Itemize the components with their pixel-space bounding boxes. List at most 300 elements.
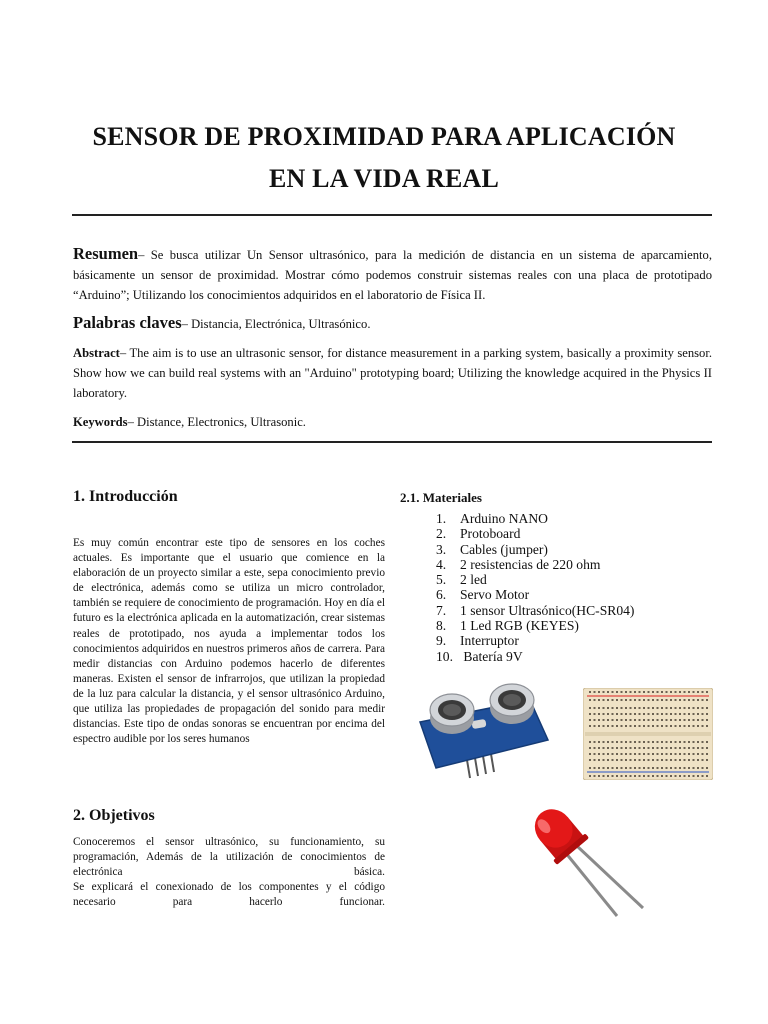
breadboard-hole [679,699,681,701]
breadboard-hole [603,775,605,777]
breadboard-hole [675,759,677,761]
breadboard-hole [607,725,609,727]
breadboard-hole [594,707,596,709]
breadboard-hole [652,767,654,769]
breadboard-hole [684,699,686,701]
breadboard-hole [607,759,609,761]
breadboard-hole [670,747,672,749]
breadboard-hole [679,747,681,749]
breadboard-hole [630,719,632,721]
breadboard-hole [652,741,654,743]
breadboard-hole [661,775,663,777]
breadboard-hole [706,707,708,709]
breadboard-hole [607,699,609,701]
breadboard-hole [643,719,645,721]
item-text: Protoboard [460,526,521,542]
paper-title [40,116,728,200]
abstract-label: Abstract [73,346,120,360]
breadboard-hole [679,713,681,715]
item-number: 4. [436,556,447,572]
breadboard-hole [666,719,668,721]
breadboard-hole [666,699,668,701]
breadboard-hole [657,753,659,755]
item-number: 5. [436,572,447,588]
breadboard-hole [661,719,663,721]
breadboard-hole [693,691,695,693]
breadboard-hole [675,725,677,727]
breadboard-hole [688,741,690,743]
breadboard-hole [612,699,614,701]
breadboard-hole [594,767,596,769]
breadboard-hole [634,767,636,769]
breadboard-hole [634,741,636,743]
breadboard-hole [702,699,704,701]
breadboard-hole [679,707,681,709]
breadboard-hole [630,753,632,755]
breadboard-hole [625,753,627,755]
breadboard-hole [670,767,672,769]
breadboard-hole [648,747,650,749]
breadboard-hole [661,753,663,755]
materiales-list [436,511,634,664]
breadboard-hole [630,691,632,693]
breadboard-photo [583,688,713,780]
breadboard-hole [603,719,605,721]
breadboard-hole [639,767,641,769]
breadboard-hole [621,775,623,777]
breadboard-hole [652,753,654,755]
breadboard-hole [625,691,627,693]
breadboard-hole [616,767,618,769]
breadboard-hole [598,747,600,749]
breadboard-hole [607,767,609,769]
breadboard-hole [639,759,641,761]
breadboard-hole [598,775,600,777]
breadboard-hole [675,767,677,769]
breadboard-hole [652,707,654,709]
breadboard-hole [594,725,596,727]
breadboard-hole [634,713,636,715]
item-number: 8. [436,618,447,634]
breadboard-hole [657,767,659,769]
resumen-label: Resumen [73,244,139,263]
breadboard-hole [675,699,677,701]
breadboard-hole [697,691,699,693]
breadboard-hole [670,707,672,709]
breadboard-hole [594,775,596,777]
breadboard-hole [693,747,695,749]
breadboard-hole [661,759,663,761]
breadboard-hole [693,699,695,701]
breadboard-hole [630,747,632,749]
breadboard-hole [621,691,623,693]
breadboard-hole [612,719,614,721]
breadboard-hole [702,741,704,743]
breadboard-hole [612,767,614,769]
breadboard-hole [693,707,695,709]
breadboard-hole [598,725,600,727]
breadboard-hole [643,713,645,715]
breadboard-hole [697,725,699,727]
breadboard-hole [688,753,690,755]
breadboard-hole [625,775,627,777]
breadboard-hole [643,707,645,709]
list-item [436,587,634,602]
breadboard-hole [594,713,596,715]
breadboard-hole [648,759,650,761]
breadboard-hole [652,699,654,701]
breadboard-hole [589,747,591,749]
list-item [436,557,634,572]
breadboard-hole [688,719,690,721]
breadboard-hole [679,725,681,727]
breadboard-hole [670,753,672,755]
breadboard-hole [607,713,609,715]
breadboard-hole [679,753,681,755]
list-item [436,603,634,618]
breadboard-hole [630,767,632,769]
breadboard-hole [702,707,704,709]
list-item [436,633,634,648]
breadboard-hole [688,767,690,769]
breadboard-hole [684,707,686,709]
abstract-text: – The aim is to use an ultrasonic sensor, for distance measurement in a parking system, basically a proximity sensor. Show how we can build real systems with an "Arduino" prototyping board; Utilizing the knowledge acquired in the Physics II laboratory. [73,346,712,400]
breadboard-hole [612,741,614,743]
breadboard-hole [589,767,591,769]
keywords-paragraph [73,412,712,432]
item-text: 1 Led RGB (KEYES) [460,618,579,634]
breadboard-hole [675,741,677,743]
breadboard-hole [706,753,708,755]
breadboard-hole [666,747,668,749]
breadboard-hole [706,725,708,727]
breadboard-hole [639,719,641,721]
breadboard-hole [666,707,668,709]
breadboard-hole [630,707,632,709]
palabras-claves-label: Palabras claves [73,313,182,332]
breadboard-hole [675,713,677,715]
breadboard-hole [666,741,668,743]
breadboard-hole [657,725,659,727]
breadboard-hole [661,707,663,709]
breadboard-hole [607,691,609,693]
intro-heading: 1. Introducción [73,488,178,505]
breadboard-hole [657,707,659,709]
breadboard-hole [706,699,708,701]
resumen-text: Se busca utilizar Un Sensor ultrasónico, para la medición de distancia en un sistema de aparcamiento, básicamente un sensor de proximidad. Mostrar cómo podemos construir sistemas reales con una placa de prototipado “Arduino”; Utilizando los conocimientos adquiridos en el laboratorio de Física II. [73,248,712,302]
breadboard-hole [616,775,618,777]
breadboard-hole [688,747,690,749]
breadboard-hole [630,759,632,761]
breadboard-hole [612,775,614,777]
breadboard-hole [589,775,591,777]
breadboard-hole [612,691,614,693]
item-text: 2 resistencias de 220 ohm [460,556,601,572]
breadboard-hole [634,699,636,701]
breadboard-hole [603,753,605,755]
breadboard-hole [598,759,600,761]
breadboard-hole [697,753,699,755]
keywords-label: Keywords [73,415,128,429]
breadboard-hole [616,725,618,727]
breadboard-hole [643,725,645,727]
breadboard-hole [702,719,704,721]
breadboard-hole [603,741,605,743]
breadboard-hole [589,707,591,709]
breadboard-hole [652,725,654,727]
breadboard-hole [666,713,668,715]
breadboard-hole [670,725,672,727]
breadboard-hole [612,707,614,709]
breadboard-hole [589,753,591,755]
list-item [436,526,634,541]
breadboard-hole [670,719,672,721]
breadboard-hole [639,707,641,709]
breadboard-hole [661,691,663,693]
title-line-1: SENSOR DE PROXIMIDAD PARA APLICACIÓN [92,122,676,151]
breadboard-hole [621,741,623,743]
breadboard-hole [612,759,614,761]
breadboard-hole [594,741,596,743]
breadboard-hole [648,719,650,721]
breadboard-hole [634,759,636,761]
list-item [436,511,634,526]
breadboard-hole [607,719,609,721]
breadboard-hole [648,707,650,709]
breadboard-hole [634,725,636,727]
breadboard-hole [670,759,672,761]
breadboard-hole [598,707,600,709]
breadboard-hole [702,725,704,727]
breadboard-hole [679,775,681,777]
breadboard-hole [679,719,681,721]
breadboard-hole [612,725,614,727]
breadboard-hole [688,707,690,709]
breadboard-hole [648,767,650,769]
breadboard-hole [688,713,690,715]
breadboard-hole [684,753,686,755]
breadboard-hole [657,699,659,701]
breadboard-hole [706,775,708,777]
breadboard-hole [639,741,641,743]
breadboard-hole [630,725,632,727]
breadboard-hole [621,699,623,701]
item-text: Cables (jumper) [460,541,548,557]
title-line-2: EN LA VIDA REAL [268,164,500,193]
breadboard-hole [652,747,654,749]
breadboard-hole [589,759,591,761]
breadboard-hole [661,699,663,701]
breadboard-hole [625,699,627,701]
breadboard-hole [684,759,686,761]
breadboard-hole [693,759,695,761]
breadboard-hole [643,767,645,769]
breadboard-hole [643,759,645,761]
breadboard-hole [621,713,623,715]
item-text: Interruptor [460,633,519,649]
breadboard-hole [616,699,618,701]
breadboard-hole [666,725,668,727]
breadboard-hole [594,699,596,701]
breadboard-hole [607,741,609,743]
breadboard-hole [666,759,668,761]
breadboard-hole [675,775,677,777]
breadboard-hole [684,719,686,721]
breadboard-hole [598,713,600,715]
breadboard-hole [693,741,695,743]
breadboard-hole [657,747,659,749]
breadboard-hole [706,759,708,761]
breadboard-hole [706,691,708,693]
item-number: 6. [436,587,447,603]
breadboard-hole [652,775,654,777]
breadboard-hole [697,713,699,715]
breadboard-hole [648,775,650,777]
breadboard-hole [603,707,605,709]
breadboard-hole [697,699,699,701]
breadboard-hole [598,753,600,755]
breadboard-hole [684,713,686,715]
breadboard-hole [630,741,632,743]
breadboard-hole [621,707,623,709]
breadboard-hole [616,713,618,715]
breadboard-hole [616,753,618,755]
breadboard-hole [625,719,627,721]
breadboard-hole [630,713,632,715]
breadboard-hole [607,707,609,709]
breadboard-hole [657,775,659,777]
breadboard-hole [612,747,614,749]
breadboard-hole [630,775,632,777]
breadboard-hole [697,767,699,769]
breadboard-hole [639,699,641,701]
breadboard-hole [657,759,659,761]
breadboard-hole [607,747,609,749]
breadboard-hole [648,725,650,727]
breadboard-hole [612,713,614,715]
breadboard-hole [648,741,650,743]
top-rule [72,214,712,216]
breadboard-hole [639,775,641,777]
item-number: 9. [436,633,447,649]
breadboard-hole [625,707,627,709]
breadboard-hole [643,699,645,701]
list-item [436,542,634,557]
list-item [436,618,634,633]
breadboard-hole [697,707,699,709]
breadboard-hole [603,713,605,715]
breadboard-hole [666,775,668,777]
breadboard-hole [675,691,677,693]
breadboard-hole [661,713,663,715]
breadboard-hole [634,747,636,749]
breadboard-hole [603,759,605,761]
breadboard-hole [643,747,645,749]
list-item [436,649,634,664]
breadboard-hole [652,691,654,693]
breadboard-hole [643,741,645,743]
list-item [436,572,634,587]
breadboard-hole [688,699,690,701]
breadboard-hole [670,775,672,777]
breadboard-hole [675,747,677,749]
breadboard-hole [697,741,699,743]
breadboard-hole [603,747,605,749]
breadboard-hole [702,767,704,769]
breadboard-hole [675,707,677,709]
breadboard-hole [603,691,605,693]
breadboard-hole [706,713,708,715]
breadboard-hole [621,753,623,755]
keywords-text: – Distance, Electronics, Ultrasonic. [127,415,306,429]
breadboard-hole [625,713,627,715]
breadboard-hole [607,775,609,777]
breadboard-hole [688,775,690,777]
breadboard-hole [616,719,618,721]
breadboard-hole [607,753,609,755]
breadboard-hole [679,741,681,743]
breadboard-hole [634,707,636,709]
item-text: 1 sensor Ultrasónico(HC-SR04) [460,602,635,618]
breadboard-hole [589,713,591,715]
breadboard-hole [589,741,591,743]
breadboard-hole [625,759,627,761]
breadboard-hole [693,775,695,777]
breadboard-hole [657,719,659,721]
breadboard-hole [684,691,686,693]
item-number: 2. [436,526,447,542]
breadboard-hole [603,767,605,769]
breadboard-hole [675,753,677,755]
breadboard-hole [603,725,605,727]
breadboard-hole [639,747,641,749]
breadboard-hole [616,691,618,693]
breadboard-hole [661,767,663,769]
breadboard-hole [670,741,672,743]
breadboard-hole [657,691,659,693]
breadboard-hole [634,753,636,755]
breadboard-hole [702,775,704,777]
objetivos-body [73,835,385,910]
breadboard-hole [621,759,623,761]
breadboard-hole [603,699,605,701]
breadboard-hole [616,741,618,743]
breadboard-hole [679,759,681,761]
breadboard-hole [670,691,672,693]
breadboard-hole [621,719,623,721]
bottom-rule [72,441,712,443]
breadboard-hole [643,775,645,777]
breadboard-hole [639,753,641,755]
breadboard-hole [702,747,704,749]
breadboard-hole [648,699,650,701]
breadboard-hole [661,747,663,749]
breadboard-hole [643,691,645,693]
ultrasonic-sensor-photo [412,682,552,782]
item-text: Batería 9V [460,648,523,664]
breadboard-hole [697,759,699,761]
breadboard-hole [697,775,699,777]
objetivos-text-2: Se explicará el conexionado de los componentes y el código necesario para hacerlo funcionar. [73,881,385,909]
breadboard-hole [661,741,663,743]
breadboard-hole [657,741,659,743]
breadboard-hole [661,725,663,727]
breadboard-hole [598,719,600,721]
breadboard-hole [697,719,699,721]
breadboard-hole [594,719,596,721]
breadboard-hole [589,725,591,727]
breadboard-hole [693,713,695,715]
